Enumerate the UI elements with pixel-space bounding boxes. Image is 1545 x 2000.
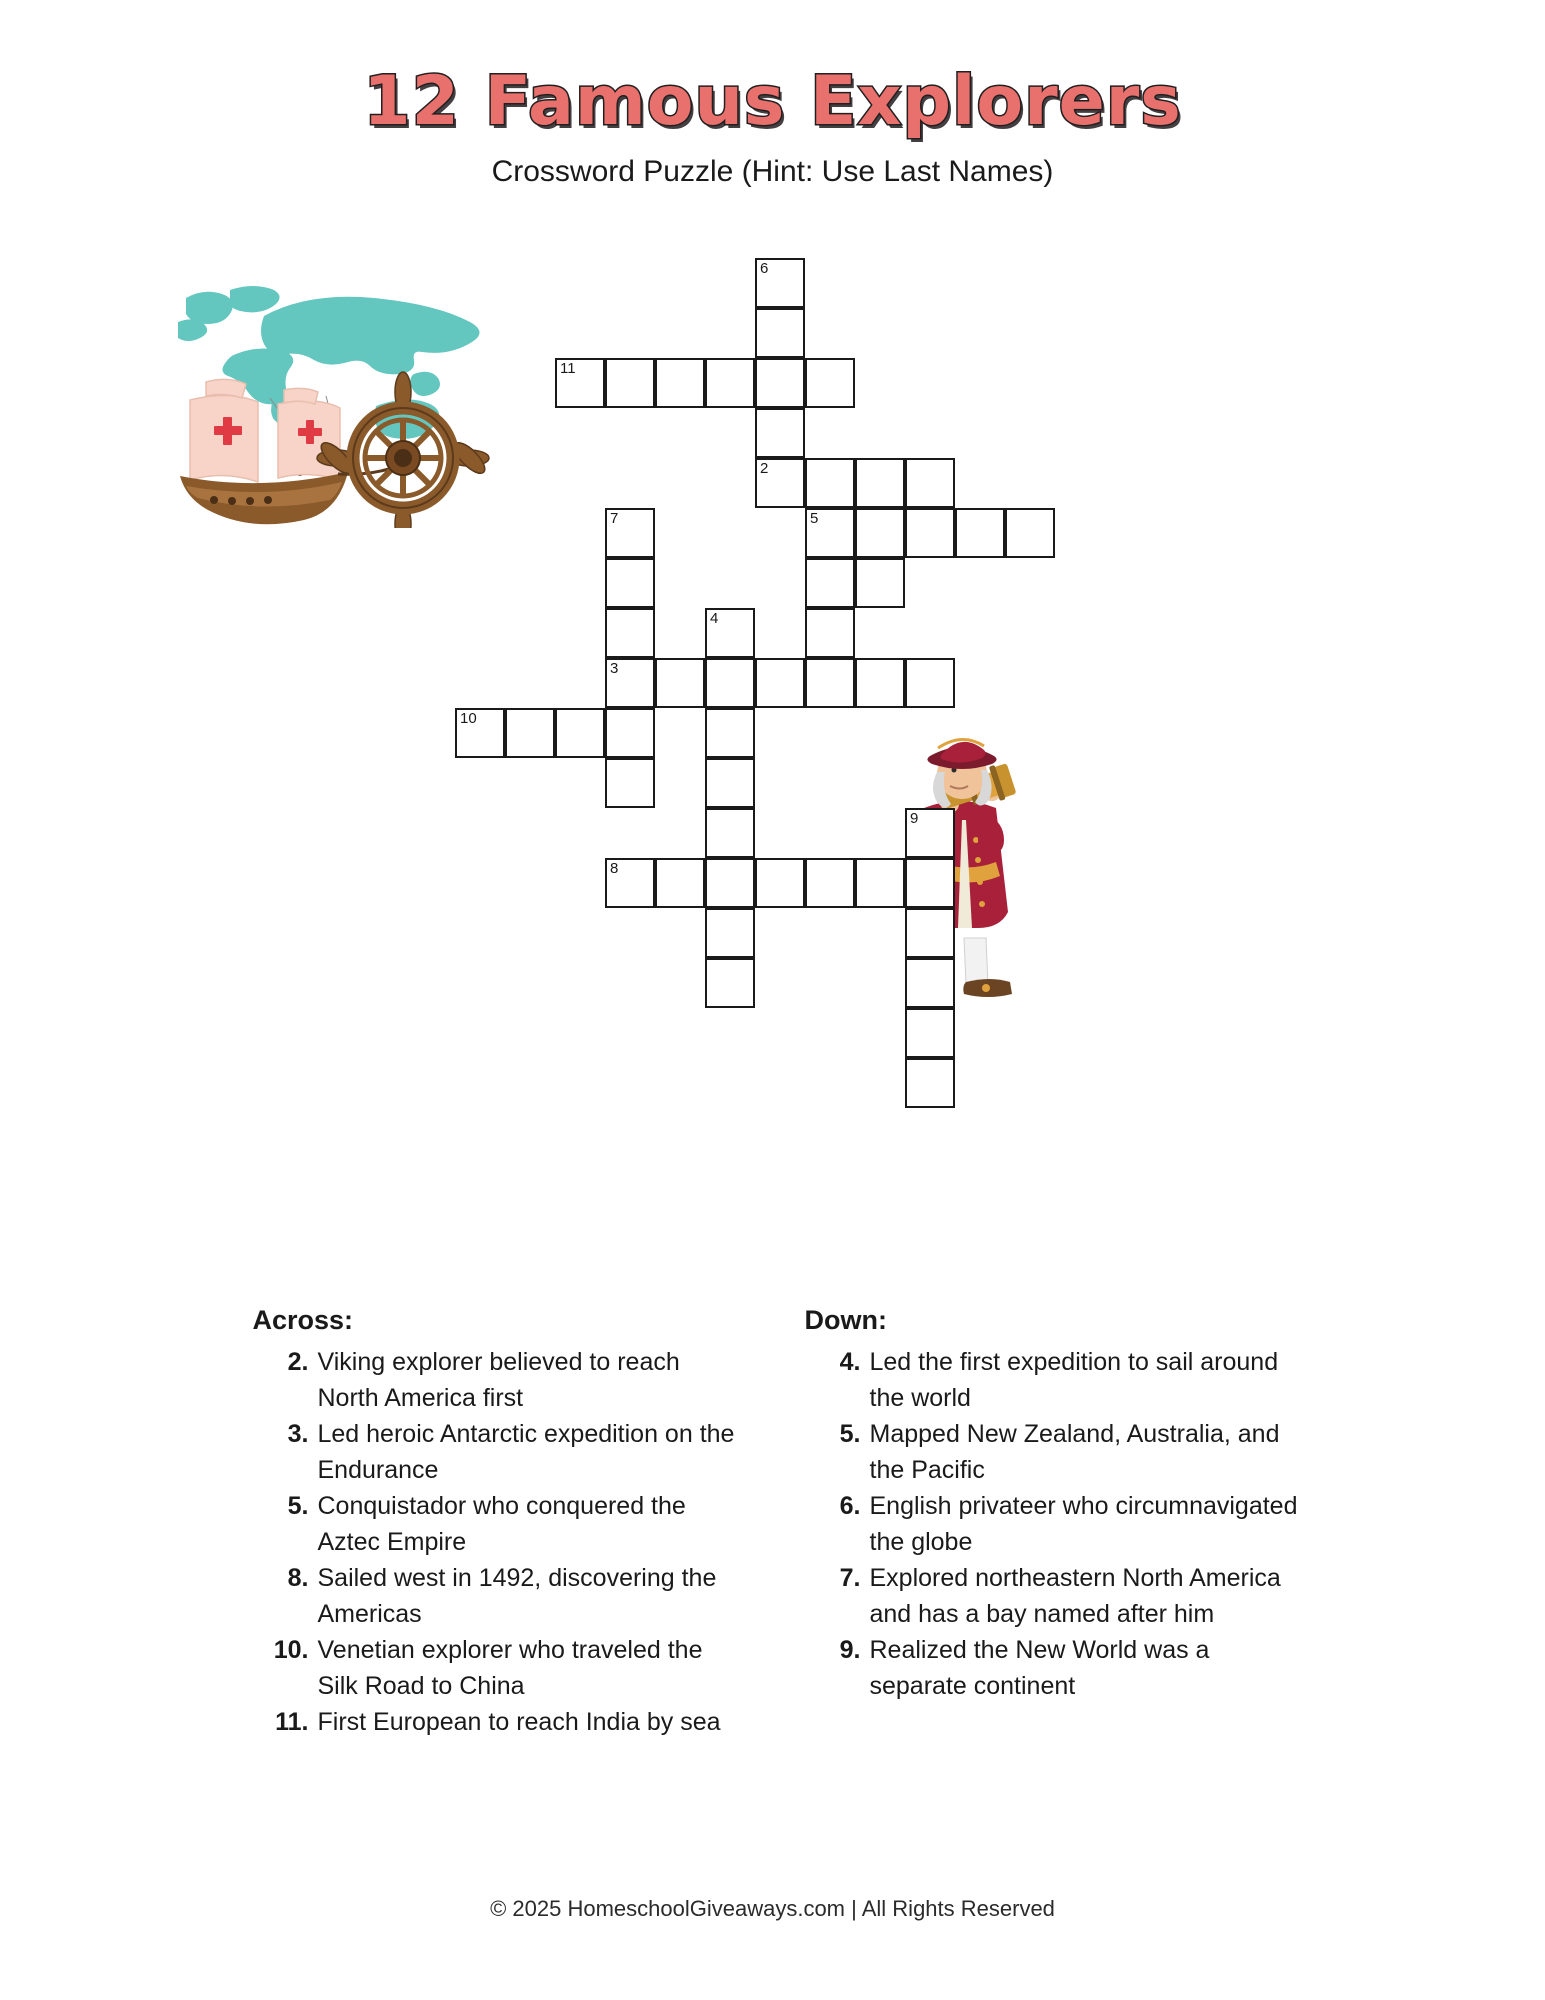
copyright-footer: © 2025 HomeschoolGiveaways.com | All Rights Reserved — [490, 1896, 1055, 1921]
crossword-cell[interactable] — [605, 758, 655, 808]
crossword-cell[interactable] — [1005, 508, 1055, 558]
crossword-cell[interactable] — [505, 708, 555, 758]
clue-item — [265, 1344, 747, 1416]
clue-number: 4. — [839, 1348, 861, 1376]
crossword-cell-number: 5 — [810, 510, 819, 527]
crossword-cell[interactable] — [705, 808, 755, 858]
crossword-cell[interactable] — [605, 358, 655, 408]
crossword-cell-number: 6 — [760, 260, 769, 277]
clue-item — [817, 1344, 1299, 1416]
crossword-cell[interactable] — [805, 358, 855, 408]
clue-text: Realized the New World was a separate continent — [869, 1636, 1210, 1700]
clue-number: 5. — [287, 1492, 309, 1520]
clue-number: 7. — [839, 1564, 861, 1592]
crossword-cell[interactable] — [905, 858, 955, 908]
crossword-cell[interactable] — [905, 1008, 955, 1058]
clue-item — [817, 1416, 1299, 1488]
crossword-cell[interactable] — [905, 1058, 955, 1108]
clue-item — [817, 1632, 1299, 1704]
crossword-cell[interactable] — [755, 458, 805, 508]
crossword-cell[interactable] — [805, 508, 855, 558]
crossword-cell[interactable] — [605, 858, 655, 908]
clue-number: 8. — [287, 1564, 309, 1592]
clue-text: Mapped New Zealand, Australia, and the Pacific — [869, 1420, 1280, 1484]
across-clue-list — [247, 1344, 747, 1740]
clue-text: Led the first expedition to sail around the world — [869, 1348, 1279, 1412]
crossword-cell[interactable] — [705, 658, 755, 708]
crossword-cell[interactable] — [755, 358, 805, 408]
crossword-cell[interactable] — [855, 858, 905, 908]
crossword-cell[interactable] — [655, 358, 705, 408]
crossword-cell[interactable] — [955, 508, 1005, 558]
clue-number: 11. — [275, 1708, 309, 1736]
crossword-cell-number: 2 — [760, 460, 769, 477]
clue-text: First European to reach India by sea — [317, 1708, 721, 1736]
down-clue-list — [799, 1344, 1299, 1704]
clue-text: Venetian explorer who traveled the Silk Road to China — [317, 1636, 703, 1700]
crossword-cell[interactable] — [605, 608, 655, 658]
crossword-cell[interactable] — [755, 308, 805, 358]
clue-text: Explored northeastern North America and has a bay named after him — [869, 1564, 1281, 1628]
crossword-cell[interactable] — [905, 658, 955, 708]
crossword-cell[interactable] — [605, 508, 655, 558]
crossword-cell[interactable] — [705, 608, 755, 658]
down-column — [799, 1305, 1299, 1740]
crossword-cell[interactable] — [455, 708, 505, 758]
clue-text: Viking explorer believed to reach North America first — [317, 1348, 680, 1412]
crossword-cell-number: 10 — [460, 710, 477, 727]
crossword-cell-number: 7 — [610, 510, 619, 527]
crossword-cell[interactable] — [755, 658, 805, 708]
crossword-cell-number: 9 — [910, 810, 919, 827]
page-title: 12 Famous Explorers — [363, 62, 1182, 141]
crossword-cell[interactable] — [905, 908, 955, 958]
crossword-cell[interactable] — [605, 658, 655, 708]
crossword-cell[interactable] — [705, 358, 755, 408]
crossword-cell[interactable] — [805, 558, 855, 608]
page-subtitle: Crossword Puzzle (Hint: Use Last Names) — [491, 155, 1054, 188]
crossword-cell[interactable] — [605, 558, 655, 608]
clue-item — [265, 1632, 747, 1704]
crossword-cell[interactable] — [905, 508, 955, 558]
clue-number: 6. — [839, 1492, 861, 1520]
crossword-cell-number: 11 — [560, 360, 576, 377]
crossword-cell-number: 8 — [610, 860, 619, 877]
crossword-cell[interactable] — [655, 858, 705, 908]
crossword-cell[interactable] — [805, 858, 855, 908]
clue-text: Led heroic Antarctic expedition on the Endurance — [317, 1420, 735, 1484]
clue-item — [265, 1704, 747, 1740]
clue-number: 9. — [839, 1636, 861, 1664]
clue-item — [265, 1416, 747, 1488]
crossword-cell[interactable] — [705, 958, 755, 1008]
crossword-cell[interactable] — [705, 908, 755, 958]
crossword-cell[interactable] — [905, 958, 955, 1008]
crossword-cell[interactable] — [905, 808, 955, 858]
crossword-cell[interactable] — [555, 358, 605, 408]
clue-text: Sailed west in 1492, discovering the Americas — [317, 1564, 717, 1628]
crossword-cell[interactable] — [805, 608, 855, 658]
crossword-cell[interactable] — [705, 708, 755, 758]
across-heading: Across: — [252, 1305, 354, 1335]
crossword-cell[interactable] — [805, 658, 855, 708]
clue-number: 2. — [287, 1348, 309, 1376]
clues-section — [0, 1305, 1545, 1740]
clue-item — [817, 1488, 1299, 1560]
clue-number: 5. — [839, 1420, 861, 1448]
clue-item — [265, 1488, 747, 1560]
crossword-cell[interactable] — [605, 708, 655, 758]
clue-number: 3. — [287, 1420, 309, 1448]
crossword-cell[interactable] — [855, 658, 905, 708]
clue-item — [817, 1560, 1299, 1632]
crossword-cell[interactable] — [855, 458, 905, 508]
crossword-cell-number: 4 — [710, 610, 719, 627]
crossword-cell[interactable] — [755, 858, 805, 908]
crossword-cell[interactable] — [755, 408, 805, 458]
crossword-cell[interactable] — [705, 858, 755, 908]
crossword-grid[interactable] — [355, 258, 919, 1018]
crossword-cell[interactable] — [905, 458, 955, 508]
clue-text: Conquistador who conquered the Aztec Empire — [317, 1492, 686, 1556]
crossword-cell[interactable] — [805, 458, 855, 508]
crossword-cell[interactable] — [555, 708, 605, 758]
clue-number: 10. — [273, 1636, 309, 1664]
crossword-cell[interactable] — [855, 508, 905, 558]
crossword-cell-number: 3 — [610, 660, 619, 677]
across-column — [247, 1305, 747, 1740]
crossword-cell[interactable] — [755, 258, 805, 308]
clue-text: English privateer who circumnavigated the globe — [869, 1492, 1298, 1556]
clue-item — [265, 1560, 747, 1632]
crossword-cell[interactable] — [855, 558, 905, 608]
crossword-cell[interactable] — [705, 758, 755, 808]
crossword-cell[interactable] — [655, 658, 705, 708]
down-heading: Down: — [804, 1305, 887, 1335]
